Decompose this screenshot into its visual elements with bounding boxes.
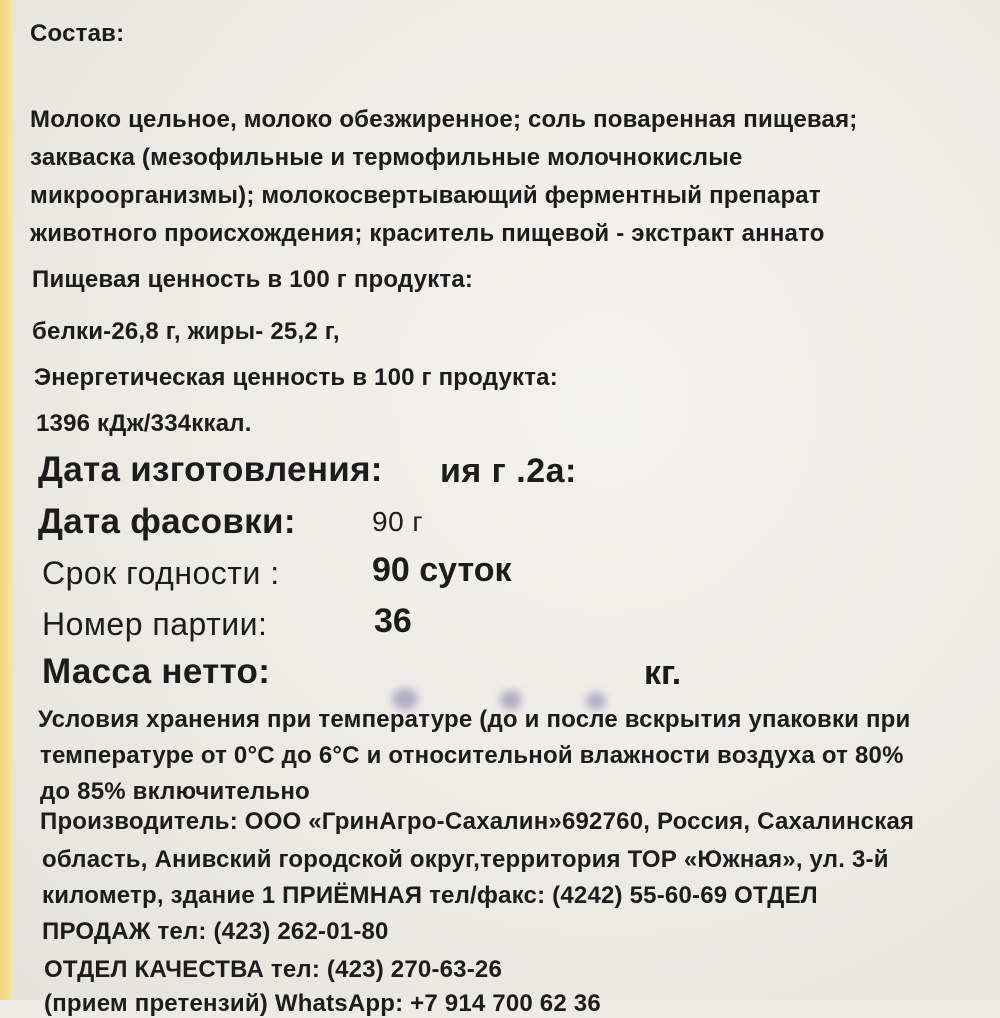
- composition-heading: Состав:: [30, 20, 125, 47]
- yellow-edge-strip: [0, 0, 14, 1000]
- packing-date-value: 90 г: [372, 506, 424, 537]
- ingredients-line-1: Молоко цельное, молоко обезжиренное; соль поваренная пищевая;: [30, 106, 858, 133]
- shelf-life-label: Срок годности :: [42, 555, 280, 591]
- manufacture-date-label: Дата изготовления:: [38, 450, 383, 489]
- ingredients-line-2: закваска (мезофильные и термофильные молочнокислые: [30, 144, 743, 171]
- shelf-life-value: 90 суток: [372, 551, 512, 589]
- net-mass-label: Масса нетто:: [42, 652, 271, 691]
- batch-label: Номер партии:: [42, 606, 268, 642]
- manufacturer-line-4: ПРОДАЖ тел: (423) 262-01-80: [42, 918, 389, 945]
- nutrition-values: белки-26,8 г, жиры- 25,2 г,: [32, 318, 340, 345]
- batch-value: 36: [374, 602, 412, 640]
- manufacturer-line-3: километр, здание 1 ПРИЁМНАЯ тел/факс: (4242) 55-60-69 ОТДЕЛ: [42, 882, 818, 909]
- manufacturer-line-5: ОТДЕЛ КАЧЕСТВА тел: (423) 270-63-26: [44, 956, 503, 983]
- storage-line-3: до 85% включительно: [40, 778, 310, 805]
- nutrition-heading: Пищевая ценность в 100 г продукта:: [32, 266, 474, 293]
- net-mass-unit: кг.: [644, 654, 682, 692]
- energy-heading: Энергетическая ценность в 100 г продукта:: [34, 364, 558, 391]
- cut-off-line: (прием претензий) WhatsApp: +7 914 700 62 36: [44, 990, 601, 1017]
- manufacturer-line-1: Производитель: ООО «ГринАгро-Сахалин»692760, Россия, Сахалинская: [40, 808, 915, 835]
- storage-line-1: Условия хранения при температуре (до и после вскрытия упаковки при: [38, 706, 911, 733]
- manufacture-date-value: ия г .2а:: [440, 452, 577, 490]
- energy-value: 1396 кДж/334ккал.: [36, 410, 252, 437]
- ingredients-line-3: микроорганизмы); молокосвертывающий ферментный препарат: [30, 182, 821, 209]
- ingredients-line-4: животного происхождения; краситель пищевой - экстракт аннато: [30, 220, 825, 247]
- packing-date-label: Дата фасовки:: [38, 502, 296, 541]
- storage-line-2: температуре от 0°С до 6°С и относительной влажности воздуха от 80%: [40, 742, 904, 769]
- manufacturer-line-2: область, Анивский городской округ,территория ТОР «Южная», ул. 3-й: [42, 846, 889, 873]
